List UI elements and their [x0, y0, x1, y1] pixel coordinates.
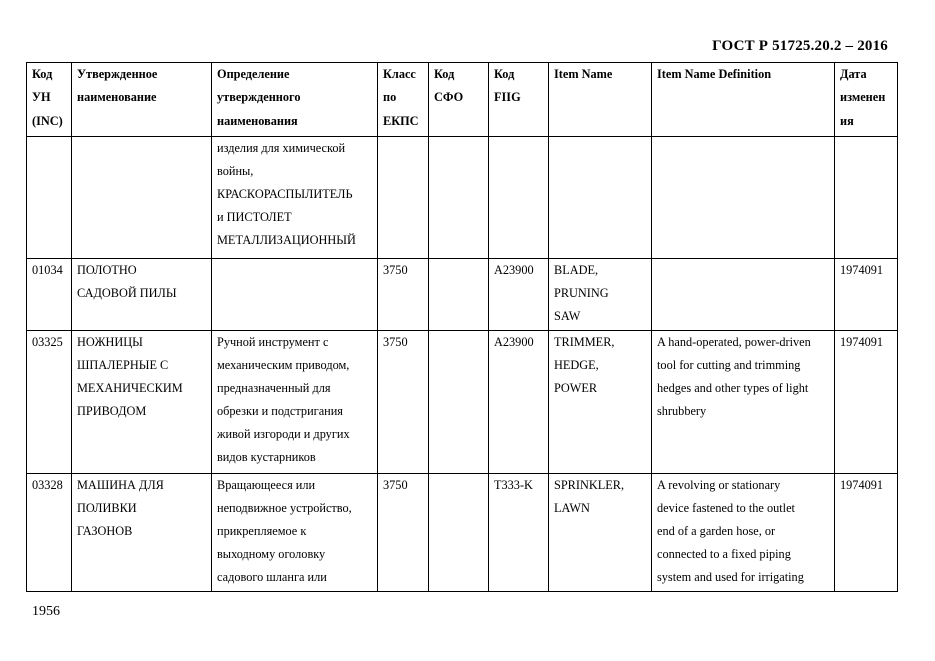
header-line: ЕКПС	[383, 113, 419, 128]
cell-line: прикрепляемое к	[217, 524, 307, 538]
cell-line: НОЖНИЦЫ	[77, 335, 143, 349]
table-row	[27, 474, 898, 592]
header-item-name	[549, 63, 652, 137]
cell-sfo	[429, 474, 489, 592]
cell-line: T333-K	[494, 478, 533, 492]
cell-line: МАШИНА ДЛЯ	[77, 478, 164, 492]
cell-inc	[27, 474, 72, 592]
cell-line: shrubbery	[657, 404, 707, 418]
cell-date	[835, 331, 898, 474]
cell-line: BLADE,	[554, 263, 599, 277]
cell-item-definition	[652, 259, 835, 331]
header-line: Утвержденное	[77, 67, 158, 81]
cell-class	[378, 137, 429, 259]
cell-line: hedges and other types of light	[657, 381, 809, 395]
header-item-definition	[652, 63, 835, 137]
header-sfo	[429, 63, 489, 137]
header-line: утвержденного	[217, 90, 301, 105]
cell-line: 1974091	[840, 263, 884, 277]
header-line: Класс	[383, 67, 416, 81]
cell-item-definition	[652, 474, 835, 592]
cell-line: ГАЗОНОВ	[77, 524, 133, 538]
cell-line: предназначенный для	[217, 381, 331, 395]
cell-line: SPRINKLER,	[554, 478, 625, 492]
cell-fiig	[489, 474, 549, 592]
cell-line: TRIMMER,	[554, 335, 615, 349]
header-line: Код	[32, 67, 53, 81]
header-line: по	[383, 90, 397, 105]
cell-definition	[212, 259, 378, 331]
cell-line: садового шланга или	[217, 570, 327, 584]
header-line: наименования	[217, 113, 298, 128]
cell-line: A revolving or stationary	[657, 478, 781, 492]
header-line: изменен	[840, 90, 886, 105]
cell-item-definition	[652, 331, 835, 474]
cell-line: ПРИВОДОМ	[77, 404, 147, 418]
cell-line: PRUNING	[554, 286, 609, 300]
header-line: Item Name	[554, 67, 613, 81]
cell-approved-name	[72, 331, 212, 474]
cell-line: изделия для химической	[217, 141, 346, 155]
cell-line: end of a garden hose, or	[657, 524, 776, 538]
cell-approved-name	[72, 474, 212, 592]
standard-designation: ГОСТ Р 51725.20.2 – 2016	[712, 38, 888, 54]
header-line: ия	[840, 113, 854, 128]
header-line: Дата	[840, 67, 867, 81]
header-inc	[27, 63, 72, 137]
cell-approved-name	[72, 137, 212, 259]
cell-line: ПОЛИВКИ	[77, 501, 137, 515]
header-fiig	[489, 63, 549, 137]
cell-line: видов кустарников	[217, 450, 316, 464]
cell-class	[378, 259, 429, 331]
page-number: 1956	[32, 604, 60, 619]
cell-line: 01034	[32, 263, 63, 277]
cell-line: POWER	[554, 381, 598, 395]
header-line: FIIG	[494, 90, 521, 105]
cell-line: обрезки и подстригания	[217, 404, 343, 418]
cell-line: выходному оголовку	[217, 547, 326, 561]
cell-line: и ПИСТОЛЕТ	[217, 210, 292, 224]
cell-line: 3750	[383, 263, 408, 277]
table-row	[27, 331, 898, 474]
table-header-row	[27, 63, 898, 137]
table-row	[27, 137, 898, 259]
cell-line: HEDGE,	[554, 358, 599, 372]
cell-fiig	[489, 137, 549, 259]
cell-line: САДОВОЙ ПИЛЫ	[77, 286, 177, 300]
header-definition	[212, 63, 378, 137]
cell-line: system and used for irrigating	[657, 570, 804, 584]
cell-date	[835, 259, 898, 331]
cell-inc	[27, 137, 72, 259]
cell-line: connected to a fixed piping	[657, 547, 791, 561]
header-line: Код	[494, 67, 515, 81]
cell-sfo	[429, 137, 489, 259]
cell-definition	[212, 137, 378, 259]
table-row	[27, 259, 898, 331]
cell-inc	[27, 259, 72, 331]
cell-line: LAWN	[554, 501, 590, 515]
cell-line: Ручной инструмент с	[217, 335, 329, 349]
header-approved-name	[72, 63, 212, 137]
cell-line: ПОЛОТНО	[77, 263, 137, 277]
header-line: УН	[32, 90, 51, 105]
cell-line: неподвижное устройство,	[217, 501, 352, 515]
cell-sfo	[429, 331, 489, 474]
cell-line: МЕТАЛЛИЗАЦИОННЫЙ	[217, 233, 356, 247]
cell-inc	[27, 331, 72, 474]
cell-item-name	[549, 259, 652, 331]
cell-definition	[212, 331, 378, 474]
cell-line: 3750	[383, 335, 408, 349]
cell-line: ШПАЛЕРНЫЕ С	[77, 358, 169, 372]
header-date	[835, 63, 898, 137]
cell-item-name	[549, 474, 652, 592]
catalog-table	[26, 62, 898, 592]
cell-line: SAW	[554, 309, 581, 323]
cell-fiig	[489, 331, 549, 474]
header-line: Код	[434, 67, 455, 81]
cell-approved-name	[72, 259, 212, 331]
cell-line: A23900	[494, 263, 534, 277]
cell-line: 03325	[32, 335, 63, 349]
cell-line: живой изгороди и других	[217, 427, 350, 441]
cell-line: войны,	[217, 164, 254, 178]
cell-class	[378, 474, 429, 592]
cell-item-definition	[652, 137, 835, 259]
header-line: (INC)	[32, 113, 63, 128]
cell-line: КРАСКОРАСПЫЛИТЕЛЬ	[217, 187, 353, 201]
cell-item-name	[549, 137, 652, 259]
cell-item-name	[549, 331, 652, 474]
header-line: наименование	[77, 90, 157, 105]
cell-line: 1974091	[840, 478, 884, 492]
header-class	[378, 63, 429, 137]
header-line: Определение	[217, 67, 290, 81]
cell-line: 03328	[32, 478, 63, 492]
cell-line: МЕХАНИЧЕСКИМ	[77, 381, 183, 395]
cell-line: A hand-operated, power-driven	[657, 335, 811, 349]
cell-fiig	[489, 259, 549, 331]
header-line: СФО	[434, 90, 464, 105]
cell-line: tool for cutting and trimming	[657, 358, 801, 372]
cell-class	[378, 331, 429, 474]
cell-line: 3750	[383, 478, 408, 492]
header-line: Item Name Definition	[657, 67, 772, 81]
cell-sfo	[429, 259, 489, 331]
cell-line: device fastened to the outlet	[657, 501, 795, 515]
cell-line: механическим приводом,	[217, 358, 350, 372]
cell-date	[835, 474, 898, 592]
cell-line: Вращающееся или	[217, 478, 316, 492]
cell-line: A23900	[494, 335, 534, 349]
cell-date	[835, 137, 898, 259]
cell-definition	[212, 474, 378, 592]
cell-line: 1974091	[840, 335, 884, 349]
